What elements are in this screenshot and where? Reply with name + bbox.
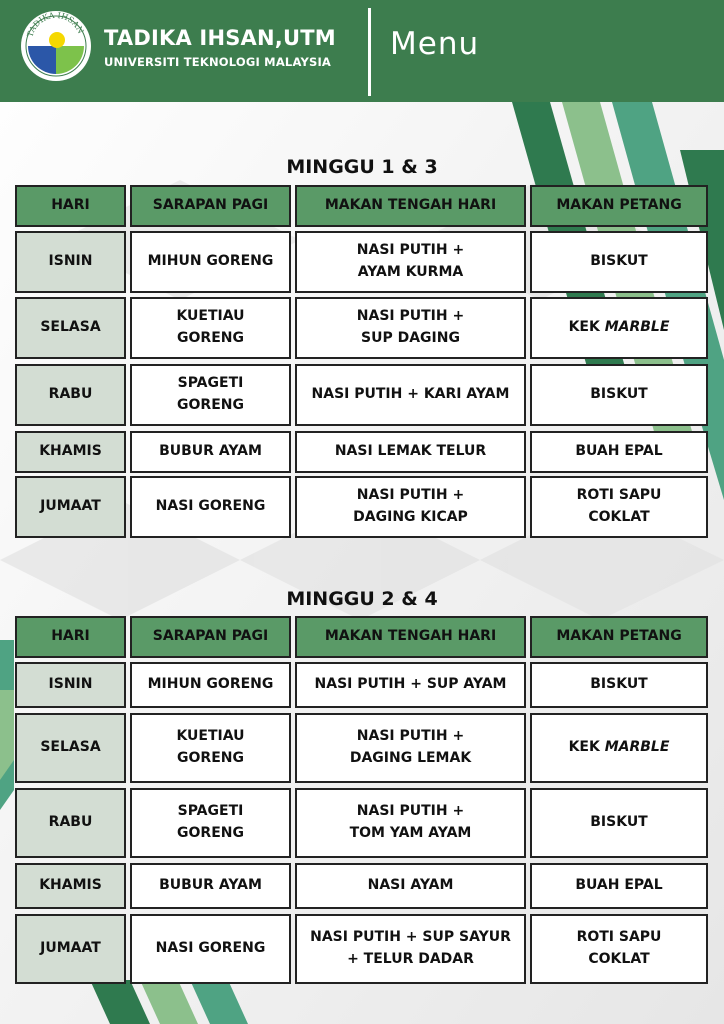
petang-cell: BISKUT [530, 231, 708, 293]
sarapan-cell: NASI GORENG [130, 914, 291, 984]
page-header [0, 0, 724, 102]
sarapan-cell: KUETIAU GORENG [130, 713, 291, 783]
tengah-hari-cell: NASI PUTIH + DAGING LEMAK [295, 713, 526, 783]
header-divider [368, 8, 371, 96]
school-name: TADIKA IHSAN,UTM [104, 26, 336, 50]
sarapan-cell: BUBUR AYAM [130, 863, 291, 909]
col-header-petang: MAKAN PETANG [530, 616, 708, 658]
tengah-hari-cell: NASI PUTIH + SUP AYAM [295, 662, 526, 708]
tengah-hari-cell: NASI PUTIH + AYAM KURMA [295, 231, 526, 293]
svg-text:TADIKA IHSAN: TADIKA IHSAN [25, 10, 86, 39]
tengah-hari-cell: NASI PUTIH + DAGING KICAP [295, 476, 526, 538]
day-cell: RABU [15, 364, 126, 426]
petang-cell: BISKUT [530, 788, 708, 858]
col-header-hari: HARI [15, 185, 126, 227]
day-cell: JUMAAT [15, 476, 126, 538]
sarapan-cell: NASI GORENG [130, 476, 291, 538]
tengah-hari-cell: NASI PUTIH + TOM YAM AYAM [295, 788, 526, 858]
day-cell: KHAMIS [15, 863, 126, 909]
day-cell: SELASA [15, 713, 126, 783]
week-2-4-title: MINGGU 2 & 4 [286, 588, 438, 610]
sarapan-cell: KUETIAU GORENG [130, 297, 291, 359]
tengah-hari-cell: NASI PUTIH + KARI AYAM [295, 364, 526, 426]
day-cell: KHAMIS [15, 431, 126, 473]
page-title: Menu [390, 26, 480, 62]
day-cell: SELASA [15, 297, 126, 359]
petang-cell: ROTI SAPU COKLAT [530, 914, 708, 984]
col-header-petang: MAKAN PETANG [530, 185, 708, 227]
col-header-sarapan: SARAPAN PAGI [130, 616, 291, 658]
tengah-hari-cell: NASI AYAM [295, 863, 526, 909]
sarapan-cell: SPAGETI GORENG [130, 364, 291, 426]
sarapan-cell: MIHUN GORENG [130, 662, 291, 708]
day-cell: RABU [15, 788, 126, 858]
petang-cell: KEK MARBLE [530, 297, 708, 359]
day-cell: ISNIN [15, 231, 126, 293]
day-cell: ISNIN [15, 662, 126, 708]
school-logo [20, 10, 92, 82]
col-header-sarapan: SARAPAN PAGI [130, 185, 291, 227]
sarapan-cell: SPAGETI GORENG [130, 788, 291, 858]
sarapan-cell: MIHUN GORENG [130, 231, 291, 293]
petang-cell: BISKUT [530, 364, 708, 426]
sarapan-cell: BUBUR AYAM [130, 431, 291, 473]
university-name: UNIVERSITI TEKNOLOGI MALAYSIA [104, 55, 332, 69]
petang-cell: BUAH EPAL [530, 431, 708, 473]
petang-cell: BUAH EPAL [530, 863, 708, 909]
day-cell: JUMAAT [15, 914, 126, 984]
tengah-hari-cell: NASI PUTIH + SUP SAYUR + TELUR DADAR [295, 914, 526, 984]
col-header-tengah-hari: MAKAN TENGAH HARI [295, 185, 526, 227]
week-1-3-title: MINGGU 1 & 3 [286, 156, 438, 178]
col-header-tengah-hari: MAKAN TENGAH HARI [295, 616, 526, 658]
tengah-hari-cell: NASI LEMAK TELUR [295, 431, 526, 473]
petang-cell: KEK MARBLE [530, 713, 708, 783]
petang-cell: ROTI SAPU COKLAT [530, 476, 708, 538]
petang-cell: BISKUT [530, 662, 708, 708]
col-header-hari: HARI [15, 616, 126, 658]
tengah-hari-cell: NASI PUTIH + SUP DAGING [295, 297, 526, 359]
